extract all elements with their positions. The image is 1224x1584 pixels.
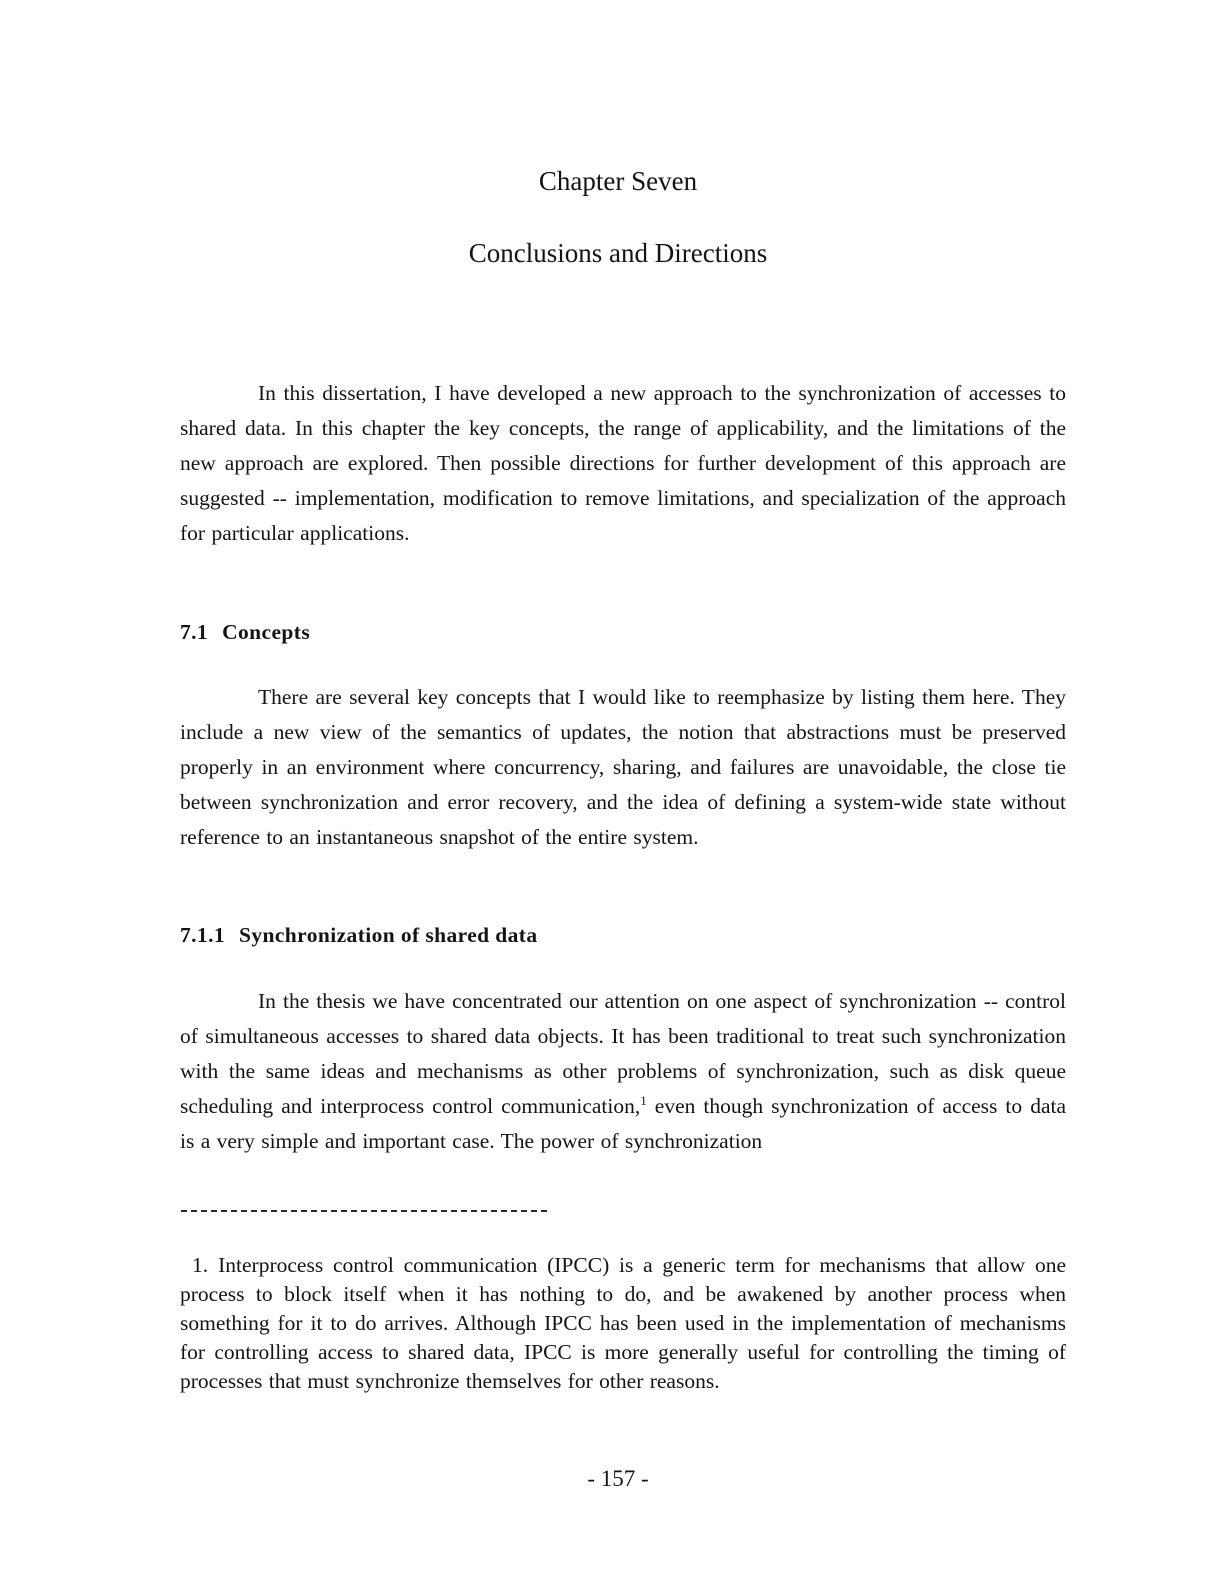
footnote-text: Interprocess control communication (IPCC) is a generic term for mechanisms that allow one process to block itself when it has nothing to do, and be awakened by another process when something for it to do arrives. Although IPCC has been used in the implementation of mechanisms for controlling access to shared data, IPCC is more generally useful for controlling the timing of processes that must synchronize themselves for other reasons. (180, 1253, 1066, 1393)
footnote (180, 1251, 1066, 1396)
paragraph-text-end: even though synchronization of access to data is a very simple and important case. The power of synchronization (180, 1094, 1066, 1153)
subsection-heading-synchronization (180, 923, 538, 948)
intro-paragraph: In this dissertation, I have developed a new approach to the synchronization of accesses to shared data. In this chapter the key concepts, the range of applicability, and the limitations of the new approach are explored. Then possible directions for further development of this approach are suggested -- implementation, modification to remove limitations, and specialization of the approach for particular applications. (180, 381, 1066, 545)
section-heading-concepts (180, 620, 310, 645)
paragraph-text-start: In the thesis we have concentrated our attention on one aspect of synchronization -- control of simultaneous accesses to shared data objects. It has been traditional to treat such synchronization with the same ideas and mechanisms as other problems of synchronization, such as disk queue scheduling and interprocess control communication, (180, 989, 1066, 1118)
footnote-divider (181, 1210, 547, 1212)
footnote-marker: 1. (192, 1253, 209, 1277)
chapter-number: Chapter Seven (538, 166, 698, 196)
footnote-reference: 1 (640, 1093, 647, 1108)
synchronization-paragraph (180, 984, 1066, 1159)
subsection-number: 7.1.1 (180, 923, 225, 947)
subsection-title: Synchronization of shared data (239, 923, 538, 947)
section-number: 7.1 (180, 620, 209, 644)
section-title: Concepts (222, 620, 311, 644)
concepts-paragraph: There are several key concepts that I would like to reemphasize by listing them here. They include a new view of the semantics of updates, the notion that abstractions must be preserved properly in an environment where concurrency, sharing, and failures are unavoidable, the close tie between synchronization and error recovery, and the idea of defining a system-wide state without reference to an instantaneous snapshot of the entire system. (180, 685, 1066, 849)
chapter-title: Conclusions and Directions (468, 238, 768, 268)
page-number: - 157 - (587, 1466, 649, 1491)
